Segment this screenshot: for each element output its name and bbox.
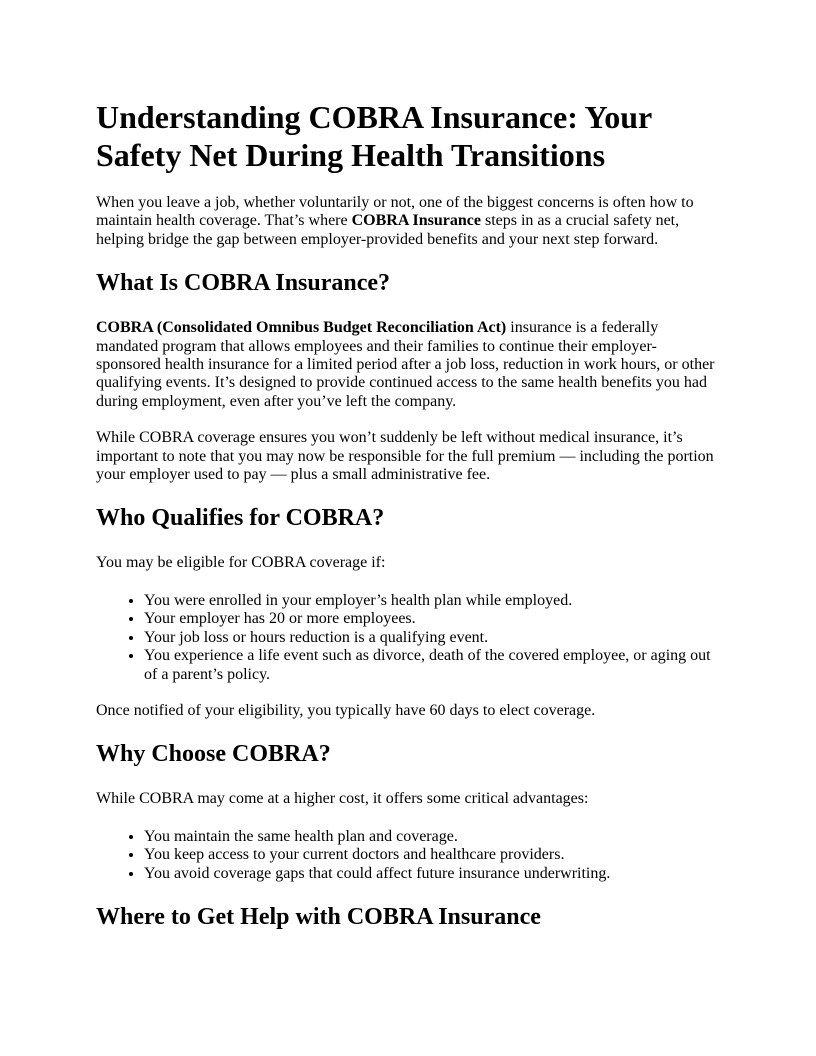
who-lead-paragraph: You may be eligible for COBRA coverage if: — [96, 554, 386, 572]
who-after-paragraph: Once notified of your eligibility, you typically have 60 days to elect coverage. — [96, 701, 596, 719]
why-lead-paragraph: While COBRA may come at a higher cost, it offers some critical advantages: — [96, 790, 589, 808]
what-paragraph-1-text: insurance is a federally mandated program that allows employees and their families to continue their employer-sponsored health insurance for a limited period after a job loss, reduction in work hours, or other qualifying events. It’s designed to provide continued access to the same health benefits you had during employment, even after you’ve left the company. — [96, 319, 715, 410]
heading-what-is-cobra: What Is COBRA Insurance? — [96, 270, 391, 297]
what-paragraph-2: While COBRA coverage ensures you won’t suddenly be left without medical insurance, it’s important to note that you may now be responsible for the full premium — including the portion your employer used to pay — plus a small administrative fee. — [96, 429, 714, 484]
intro-text-end: steps in as a crucial safety net, helping bridge the gap between employer-provided benefits and your next step forward. — [96, 212, 680, 248]
who-eligibility-list — [96, 592, 720, 684]
list-item: • You experience a life event such as divorce, death of the covered employee, or aging out of a parent’s policy. — [144, 647, 720, 684]
heading-why-choose: Why Choose COBRA? — [96, 741, 331, 768]
list-item: • Your employer has 20 or more employees. — [144, 610, 720, 628]
what-bold-term: COBRA (Consolidated Omnibus Budget Reconciliation Act) — [96, 319, 507, 337]
what-paragraph-1 — [96, 319, 720, 411]
list-item: • You were enrolled in your employer’s health plan while employed. — [144, 592, 720, 610]
intro-paragraph — [96, 194, 720, 249]
page-title: Understanding COBRA Insurance: Your Safety Net During Health Transitions — [96, 99, 652, 173]
why-advantages-list — [96, 828, 720, 883]
intro-text-start: When you leave a job, whether voluntarily or not, one of the biggest concerns is often how to maintain health coverage. That’s where — [96, 194, 694, 230]
heading-where-to-get-help: Where to Get Help with COBRA Insurance — [96, 903, 541, 930]
list-item: • You maintain the same health plan and coverage. — [144, 828, 720, 846]
list-item: • You keep access to your current doctors and healthcare providers. — [144, 846, 720, 864]
list-item: • You avoid coverage gaps that could affect future insurance underwriting. — [144, 865, 720, 883]
list-item: • Your job loss or hours reduction is a qualifying event. — [144, 629, 720, 647]
intro-bold-term: COBRA Insurance — [351, 212, 481, 230]
heading-who-qualifies: Who Qualifies for COBRA? — [96, 505, 385, 532]
